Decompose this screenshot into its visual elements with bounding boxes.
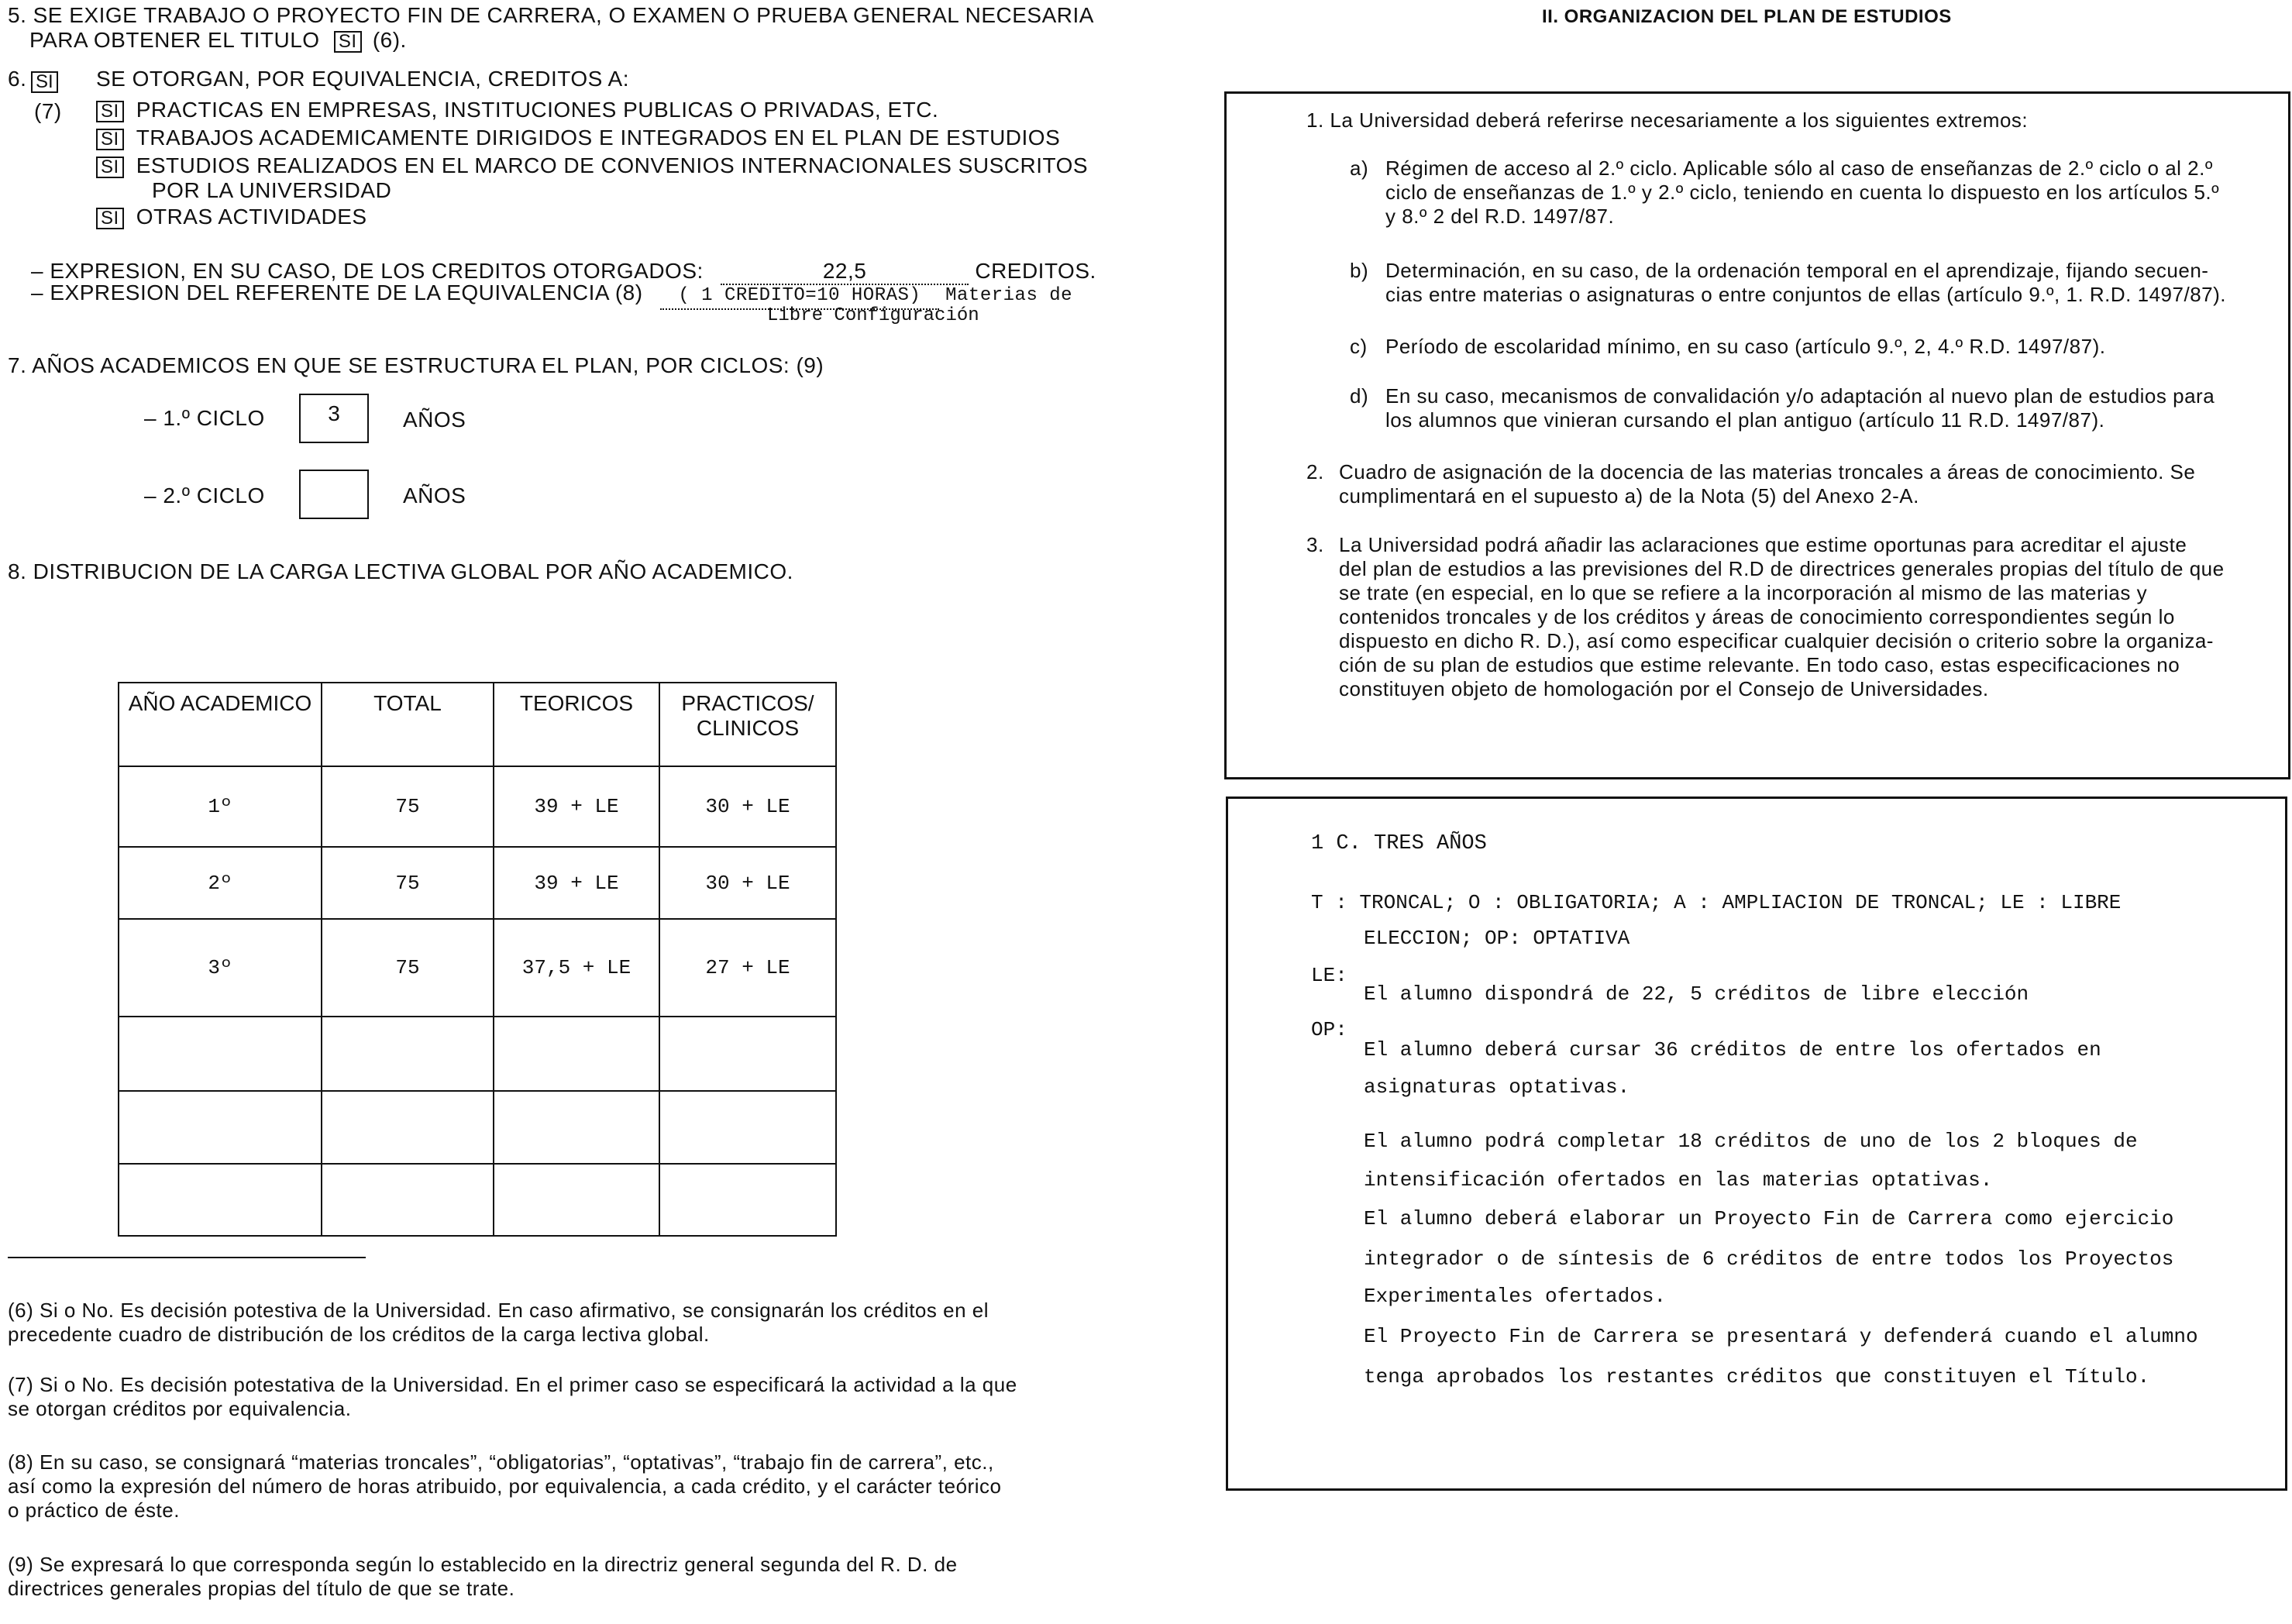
cell-year: 2º [119,847,322,919]
instruction-2-text: Cuadro de asignación de la docencia de las materias troncales a áreas de conocimiento. Se cumplimentará en el supuesto a) de la Nota (5) del Anexo 2-A. [1339,460,2196,508]
item5-line2: PARA OBTENER EL TITULO [29,28,320,52]
cell-theory: 39 + LE [494,847,659,919]
option-text: PRACTICAS EN EMPRESAS, INSTITUCIONES PUBLICAS O PRIVADAS, ETC. [136,98,939,122]
footnote-8: (8) En su caso, se consignará “materias troncales”, “obligatorias”, “optativas”, “trabajo fin de carrera”, etc., así como la expresión del número de horas atribuido, por equivalencia, a cada crédito, y el carácter teórico o práctico de éste. [8,1450,1002,1522]
item7-heading: 7. AÑOS ACADEMICOS EN QUE SE ESTRUCTURA EL PLAN, POR CICLOS: (9) [8,353,824,377]
cell-total [322,1017,494,1091]
cell-theory: 37,5 + LE [494,919,659,1017]
cell-practical [659,1017,836,1091]
notes-le-text: El alumno dispondrá de 22, 5 créditos de libre elección [1364,982,2029,1006]
item5-line1: 5. SE EXIGE TRABAJO O PROYECTO FIN DE CARRERA, O EXAMEN O PRUEBA GENERAL NECESARIA [8,3,1094,27]
item-c-text: Período de escolaridad mínimo, en su caso (artículo 9.º, 2, 4.º R.D. 1497/87). [1385,335,2106,358]
cell-year: 3º [119,919,322,1017]
cycle2-label: – 2.º CICLO [144,483,265,508]
cell-theory [494,1091,659,1163]
table-row [119,1164,836,1237]
footnote-6: (6) Si o No. Es decisión potestiva de la Universidad. En caso afirmativo, se consignarán los créditos en el precedente cuadro de distribución de los créditos de la carga lectiva global. [8,1299,989,1346]
notes-para-6: El Proyecto Fin de Carrera se presentará y defenderá cuando el alumno [1364,1325,2198,1348]
item5-si-box[interactable]: SI [334,31,362,53]
notes-para-4: integrador o de síntesis de 6 créditos de entre todos los Proyectos [1364,1247,2174,1271]
cycle1-value[interactable]: 3 [299,394,369,443]
header-theory: TEORICOS [494,683,659,766]
option-text: ESTUDIOS REALIZADOS EN EL MARCO DE CONVENIOS INTERNACIONALES SUSCRITOS [136,153,1089,177]
table-row [119,1091,836,1163]
cell-year [119,1017,322,1091]
notes-op-label: OP: [1311,1018,1347,1041]
section-title: II. ORGANIZACION DEL PLAN DE ESTUDIOS [1542,6,1952,27]
cell-practical: 30 + LE [659,766,836,847]
item5-note: (6). [372,28,407,52]
item6-option-1 [96,98,938,122]
header-year: AÑO ACADEMICO [119,683,322,766]
table-row [119,919,836,1017]
item6-option-4 [96,205,367,229]
item6-si-box[interactable]: SI [31,71,71,93]
notes-le-label: LE: [1311,964,1347,987]
footnote-7: (7) Si o No. Es decisión potestativa de la Universidad. En el primer caso se especificará la actividad a la que se otorgan créditos por equivalencia. [8,1373,1017,1420]
item6-option-2 [96,126,1060,150]
header-total: TOTAL [322,683,494,766]
notes-line-2: T : TRONCAL; O : OBLIGATORIA; A : AMPLIACION DE TRONCAL; LE : LIBRE [1311,891,2122,914]
item-a-label: a) [1350,157,1369,180]
item-b-text: Determinación, en su caso, de la ordenación temporal en el aprendizaje, fijando secuen- cias entre materias o asignaturas o entre conjuntos de ellas (artículo 9.º, 1. R.D. 1497/87). [1385,259,2226,306]
instruction-3-text: La Universidad podrá añadir las aclaraciones que estime oportunas para acreditar el ajuste del plan de estudios a las previsiones del R.D de directrices generales propias del título de que se trate (en especial, en lo que se refiere a la incorporación al mismo de las materias y contenidos troncales y de los créditos y áreas de conocimiento correspondientes según lo dispuesto en dicho R. D.), así como especificar cualquier decisión o criterio sobre la organiza- ción de su plan de estudios que estime relevante. En todo caso, estas especificaciones no constituyen objeto de homologación por el Consejo de Universidades. [1339,533,2225,700]
item6-option-3 [96,153,1088,178]
cell-practical [659,1091,836,1163]
item6-note: (7) [34,99,62,123]
instruction-3-label: 3. [1306,533,1324,556]
item6-number: 6. [8,67,27,91]
table-row [119,847,836,919]
cell-practical: 27 + LE [659,919,836,1017]
instruction-2-label: 2. [1306,460,1324,483]
instruction-1: 1. La Universidad deberá referirse necesariamente a los siguientes extremos: [1306,108,2029,132]
expr2-extra-2: Libre Configuración [767,305,979,326]
expr1-unit: CREDITOS. [975,259,1096,283]
notes-para-7: tenga aprobados los restantes créditos que constituyen el Título. [1364,1365,2150,1388]
footnote-divider [8,1257,366,1258]
cell-total: 75 [322,766,494,847]
expr2-extra: Materias de [945,285,1073,306]
table-row [119,1017,836,1091]
cell-total [322,1164,494,1237]
item-d-text: En su caso, mecanismos de convalidación y/o adaptación al nuevo plan de estudios para los alumnos que vinieran cursando el plan antiguo (artículo 11 R.D. 1497/87). [1385,384,2215,432]
cell-total: 75 [322,847,494,919]
option-text: TRABAJOS ACADEMICAMENTE DIRIGIDOS E INTEGRADOS EN EL PLAN DE ESTUDIOS [136,126,1061,150]
footnote-9: (9) Se expresará lo que corresponda según lo establecido en la directriz general segunda del R. D. de directrices generales propias del título de que se trate. [8,1553,958,1600]
cycle2-unit: AÑOS [403,483,466,508]
cell-theory: 39 + LE [494,766,659,847]
option-si-box[interactable]: SI [96,157,124,178]
expr1-label: – EXPRESION, EN SU CASO, DE LOS CREDITOS OTORGADOS: [31,259,704,283]
option-si-box[interactable]: SI [96,208,124,229]
cell-practical: 30 + LE [659,847,836,919]
item8-heading: 8. DISTRIBUCION DE LA CARGA LECTIVA GLOBAL POR AÑO ACADEMICO. [8,559,793,583]
option-si-box[interactable]: SI [96,101,124,122]
expr2-value: ( 1 CREDITO=10 HORAS) [660,284,939,310]
notes-line-1: 1 C. TRES AÑOS [1311,832,1487,855]
item-c-label: c) [1350,335,1368,358]
expr1-value: 22,5 [721,259,969,285]
expr2-label: – EXPRESION DEL REFERENTE DE LA EQUIVALENCIA (8) [31,280,643,304]
cell-theory [494,1164,659,1237]
item-b-label: b) [1350,259,1369,282]
cell-year: 1º [119,766,322,847]
notes-para-3: El alumno deberá elaborar un Proyecto Fin de Carrera como ejercicio [1364,1207,2174,1230]
cell-practical [659,1164,836,1237]
item6-heading: SE OTORGAN, POR EQUIVALENCIA, CREDITOS A: [96,67,629,91]
item-a-text: Régimen de acceso al 2.º ciclo. Aplicable sólo al caso de enseñanzas de 2.º ciclo o al 2.º ciclo de enseñanzas de 1.º y 2.º ciclo, teniendo en cuenta lo dispuesto en los artículos 5.º y 8.º 2 del R.D. 1497/87. [1385,157,2220,228]
table-row [119,766,836,847]
table-header-row [119,683,836,766]
notes-para-1: El alumno podrá completar 18 créditos de uno de los 2 bloques de [1364,1130,2138,1153]
cycle2-value[interactable] [299,470,369,519]
notes-line-3: ELECCION; OP: OPTATIVA [1364,927,1630,950]
option-text: OTRAS ACTIVIDADES [136,205,367,229]
cycle1-label: – 1.º CICLO [144,406,265,430]
cell-theory [494,1017,659,1091]
cell-year [119,1091,322,1163]
cell-total: 75 [322,919,494,1017]
cell-year [119,1164,322,1237]
notes-op-line-1: El alumno deberá cursar 36 créditos de entre los ofertados en [1364,1038,2101,1061]
notes-para-5: Experimentales ofertados. [1364,1285,1667,1308]
cell-total [322,1091,494,1163]
item5 [8,3,1139,53]
header-practical: PRACTICOS/ CLINICOS [659,683,836,766]
cycle1-unit: AÑOS [403,408,466,432]
item6-option-3-cont: POR LA UNIVERSIDAD [152,178,392,202]
item-d-label: d) [1350,384,1369,408]
notes-para-2: intensificación ofertados en las materias optativas. [1364,1168,1993,1192]
load-table [118,682,837,1237]
notes-op-line-2: asignaturas optativas. [1364,1075,1630,1099]
option-si-box[interactable]: SI [96,129,124,150]
